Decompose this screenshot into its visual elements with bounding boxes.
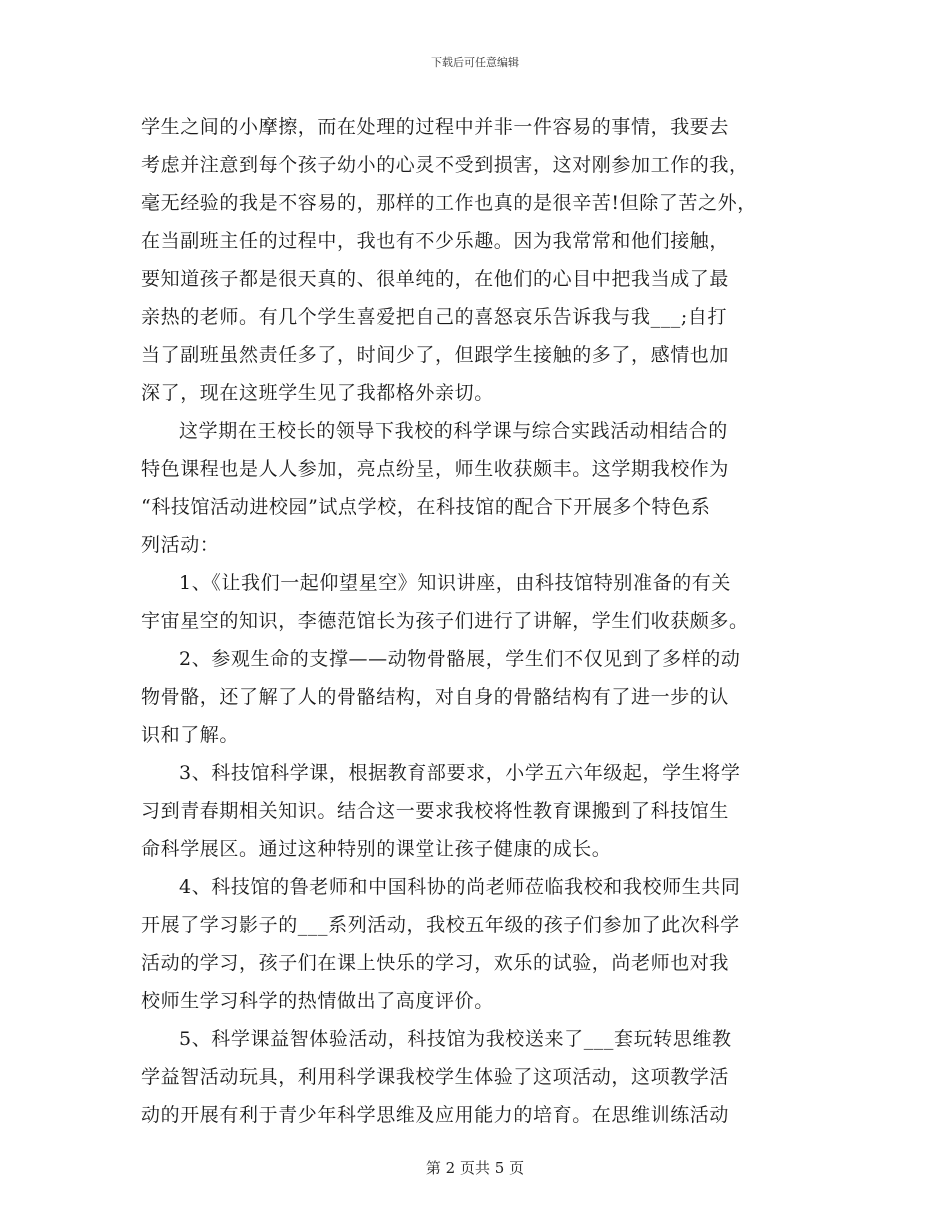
text-line: 列活动：: [141, 534, 220, 556]
text-line: 要知道孩子都是很天真的、很单纯的，在他们的心目中把我当成了最: [141, 268, 730, 290]
text-line: 亲热的老师。有几个学生喜爱把自己的喜怒哀乐告诉我与我___;自打: [141, 306, 728, 328]
page-header: 下载后可任意编辑: [431, 56, 519, 69]
text-line: 学益智活动玩具，利用科学课我校学生体验了这项活动，这项教学活: [141, 1066, 730, 1088]
text-line: 当了副班虽然责任多了，时间少了，但跟学生接触的多了，感情也加: [141, 344, 730, 366]
text-line: 5、科学课益智体验活动，科技馆为我校送来了___套玩转思维教: [179, 1028, 732, 1050]
text-line: 特色课程也是人人参加，亮点纷呈，师生收获颇丰。这学期我校作为: [141, 458, 730, 480]
text-line: 深了，现在这班学生见了我都格外亲切。: [141, 382, 494, 404]
text-line: 2、参观生命的支撑——动物骨骼展，学生们不仅见到了多样的动: [179, 648, 741, 670]
text-line: 这学期在王校长的领导下我校的科学课与综合实践活动相结合的: [179, 420, 728, 442]
text-line: 物骨骼，还了解了人的骨骼结构，对自身的骨骼结构有了进一步的认: [141, 686, 730, 708]
document-body: [141, 108, 821, 1134]
text-line: 活动的学习，孩子们在课上快乐的学习，欢乐的试验，尚老师也对我: [141, 952, 730, 974]
text-line: 学生之间的小摩擦，而在处理的过程中并非一件容易的事情，我要去: [141, 116, 730, 138]
text-line: 校师生学习科学的热情做出了高度评价。: [141, 990, 494, 1012]
text-line: 习到青春期相关知识。结合这一要求我校将性教育课搬到了科技馆生: [141, 800, 730, 822]
text-line: 开展了学习影子的___系列活动，我校五年级的孩子们参加了此次科学: [141, 914, 740, 936]
text-line: 考虑并注意到每个孩子幼小的心灵不受到损害，这对刚参加工作的我，: [141, 154, 749, 176]
text-line: 毫无经验的我是不容易的，那样的工作也真的是很辛苦!但除了苦之外，: [141, 192, 757, 214]
text-line: “科技馆活动进校园”试点学校，在科技馆的配合下开展多个特色系: [141, 496, 711, 518]
text-line: 1、《让我们一起仰望星空》知识讲座，由科技馆特别准备的有关: [179, 572, 731, 594]
text-line: 4、科技馆的鲁老师和中国科协的尚老师莅临我校和我校师生共同: [179, 876, 741, 898]
page-footer: 第 2 页共 5 页: [425, 1159, 525, 1177]
text-line: 动的开展有利于青少年科学思维及应用能力的培育。在思维训练活动: [141, 1104, 730, 1126]
text-line: 命科学展区。通过这种特别的课堂让孩子健康的成长。: [141, 838, 612, 860]
text-line: 3、科技馆科学课，根据教育部要求，小学五六年级起，学生将学: [179, 762, 741, 784]
text-line: 在当副班主任的过程中，我也有不少乐趣。因为我常常和他们接触，: [141, 230, 730, 252]
text-line: 宇宙星空的知识，李德范馆长为孩子们进行了讲解，学生们收获颇多。: [141, 610, 749, 632]
text-line: 识和了解。: [141, 724, 240, 746]
